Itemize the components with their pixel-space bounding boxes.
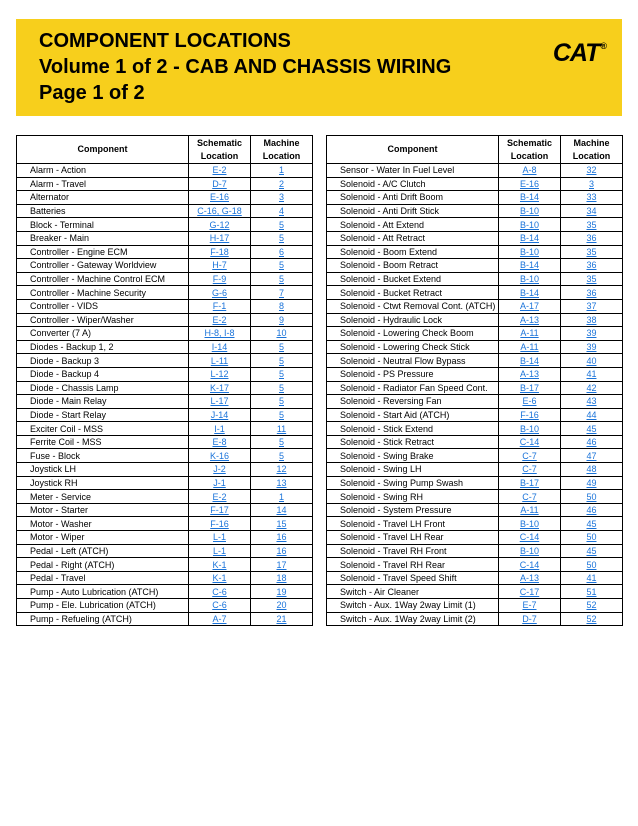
table-row bbox=[17, 599, 313, 613]
component-cell: Motor - Wiper bbox=[17, 531, 189, 545]
header-row bbox=[17, 136, 313, 164]
schematic-location-link[interactable]: H-17 bbox=[189, 231, 251, 245]
schematic-location-link[interactable]: J-14 bbox=[189, 408, 251, 422]
schematic-location-link[interactable]: H-8, I-8 bbox=[189, 327, 251, 341]
schematic-location-link[interactable]: F-1 bbox=[189, 299, 251, 313]
schematic-location-link[interactable]: C-14 bbox=[499, 558, 561, 572]
component-cell: Solenoid - Start Aid (ATCH) bbox=[327, 408, 499, 422]
table-row bbox=[327, 585, 623, 599]
component-cell: Switch - Air Cleaner bbox=[327, 585, 499, 599]
schematic-location-link[interactable]: F-17 bbox=[189, 503, 251, 517]
schematic-location-link[interactable]: G-6 bbox=[189, 286, 251, 300]
machine-location-link[interactable]: 39 bbox=[561, 327, 623, 341]
table-row bbox=[17, 503, 313, 517]
schematic-location-link[interactable]: K-1 bbox=[189, 571, 251, 585]
machine-location-link[interactable]: 7 bbox=[251, 286, 313, 300]
schematic-location-link[interactable]: C-17 bbox=[499, 585, 561, 599]
component-cell: Solenoid - Hydraulic Lock bbox=[327, 313, 499, 327]
title-line-1: COMPONENT LOCATIONS bbox=[39, 30, 291, 52]
schematic-location-link[interactable]: G-12 bbox=[189, 218, 251, 232]
component-cell: Solenoid - System Pressure bbox=[327, 503, 499, 517]
col-header-schematic: Schematic Location bbox=[499, 136, 561, 164]
machine-location-link[interactable]: 5 bbox=[251, 381, 313, 395]
schematic-location-link[interactable]: C-6 bbox=[189, 585, 251, 599]
machine-location-link[interactable]: 48 bbox=[561, 463, 623, 477]
table-row bbox=[327, 367, 623, 381]
schematic-location-link[interactable]: E-7 bbox=[499, 599, 561, 613]
schematic-location-link[interactable]: A-17 bbox=[499, 299, 561, 313]
machine-location-link[interactable]: 43 bbox=[561, 395, 623, 409]
schematic-location-link[interactable]: D-7 bbox=[499, 612, 561, 626]
table-row bbox=[17, 191, 313, 205]
table-row bbox=[327, 449, 623, 463]
component-cell: Solenoid - Stick Retract bbox=[327, 435, 499, 449]
table-row bbox=[327, 204, 623, 218]
machine-location-link[interactable]: 42 bbox=[561, 381, 623, 395]
schematic-location-link[interactable]: B-17 bbox=[499, 381, 561, 395]
machine-location-link[interactable]: 14 bbox=[251, 503, 313, 517]
machine-location-link[interactable]: 1 bbox=[251, 490, 313, 504]
machine-location-link[interactable]: 1 bbox=[251, 164, 313, 178]
machine-location-link[interactable]: 8 bbox=[251, 299, 313, 313]
table-row bbox=[327, 544, 623, 558]
machine-location-link[interactable]: 49 bbox=[561, 476, 623, 490]
machine-location-link[interactable]: 5 bbox=[251, 218, 313, 232]
machine-location-link[interactable]: 41 bbox=[561, 367, 623, 381]
schematic-location-link[interactable]: A-8 bbox=[499, 164, 561, 178]
title-line-3: Page 1 of 2 bbox=[39, 82, 145, 104]
table-row bbox=[17, 463, 313, 477]
left-table-body bbox=[17, 164, 313, 626]
table-row bbox=[327, 571, 623, 585]
machine-location-link[interactable]: 44 bbox=[561, 408, 623, 422]
schematic-location-link[interactable]: B-10 bbox=[499, 245, 561, 259]
schematic-location-link[interactable]: L-12 bbox=[189, 367, 251, 381]
component-cell: Solenoid - Anti Drift Boom bbox=[327, 191, 499, 205]
col-header-schematic: Schematic Location bbox=[189, 136, 251, 164]
component-cell: Solenoid - Swing LH bbox=[327, 463, 499, 477]
component-cell: Breaker - Main bbox=[17, 231, 189, 245]
table-row bbox=[17, 435, 313, 449]
machine-location-link[interactable]: 46 bbox=[561, 503, 623, 517]
schematic-location-link[interactable]: B-10 bbox=[499, 544, 561, 558]
table-row bbox=[327, 164, 623, 178]
col-header-component: Component bbox=[17, 136, 189, 164]
machine-location-link[interactable]: 34 bbox=[561, 204, 623, 218]
table-row bbox=[17, 327, 313, 341]
table-row bbox=[327, 422, 623, 436]
machine-location-link[interactable]: 5 bbox=[251, 354, 313, 368]
component-cell: Pedal - Travel bbox=[17, 571, 189, 585]
schematic-location-link[interactable]: J-1 bbox=[189, 476, 251, 490]
table-row bbox=[327, 218, 623, 232]
table-row bbox=[17, 490, 313, 504]
machine-location-link[interactable]: 5 bbox=[251, 435, 313, 449]
component-cell: Solenoid - Boom Retract bbox=[327, 259, 499, 273]
component-cell: Solenoid - Travel RH Rear bbox=[327, 558, 499, 572]
component-cell: Switch - Aux. 1Way 2way Limit (2) bbox=[327, 612, 499, 626]
schematic-location-link[interactable]: K-16 bbox=[189, 449, 251, 463]
machine-location-link[interactable]: 52 bbox=[561, 599, 623, 613]
machine-location-link[interactable]: 3 bbox=[251, 191, 313, 205]
table-row bbox=[17, 449, 313, 463]
machine-location-link[interactable]: 36 bbox=[561, 259, 623, 273]
table-row bbox=[327, 381, 623, 395]
component-cell: Solenoid - Stick Extend bbox=[327, 422, 499, 436]
machine-location-link[interactable]: 35 bbox=[561, 218, 623, 232]
component-cell: Solenoid - Att Retract bbox=[327, 231, 499, 245]
table-row bbox=[327, 612, 623, 626]
schematic-location-link[interactable]: C-16, G-18 bbox=[189, 204, 251, 218]
component-cell: Diode - Chassis Lamp bbox=[17, 381, 189, 395]
table-row bbox=[327, 503, 623, 517]
component-cell: Diode - Backup 3 bbox=[17, 354, 189, 368]
table-row bbox=[327, 340, 623, 354]
machine-location-link[interactable]: 45 bbox=[561, 544, 623, 558]
machine-location-link[interactable]: 32 bbox=[561, 164, 623, 178]
schematic-location-link[interactable]: E-8 bbox=[189, 435, 251, 449]
machine-location-link[interactable]: 20 bbox=[251, 599, 313, 613]
component-cell: Joystick LH bbox=[17, 463, 189, 477]
table-row bbox=[327, 490, 623, 504]
component-cell: Alarm - Travel bbox=[17, 177, 189, 191]
cat-logo bbox=[553, 39, 606, 68]
table-row bbox=[327, 517, 623, 531]
component-cell: Solenoid - Ctwt Removal Cont. (ATCH) bbox=[327, 299, 499, 313]
machine-location-link[interactable]: 37 bbox=[561, 299, 623, 313]
schematic-location-link[interactable]: B-17 bbox=[499, 476, 561, 490]
title-line-2: Volume 1 of 2 - CAB AND CHASSIS WIRING bbox=[39, 56, 452, 78]
table-row bbox=[327, 245, 623, 259]
machine-location-link[interactable]: 47 bbox=[561, 449, 623, 463]
machine-location-link[interactable]: 45 bbox=[561, 517, 623, 531]
schematic-location-link[interactable]: E-2 bbox=[189, 490, 251, 504]
component-cell: Solenoid - Travel LH Front bbox=[327, 517, 499, 531]
component-cell: Joystick RH bbox=[17, 476, 189, 490]
table-row bbox=[17, 544, 313, 558]
schematic-location-link[interactable]: A-11 bbox=[499, 503, 561, 517]
component-cell: Switch - Aux. 1Way 2way Limit (1) bbox=[327, 599, 499, 613]
schematic-location-link[interactable]: C-14 bbox=[499, 435, 561, 449]
machine-location-link[interactable]: 5 bbox=[251, 272, 313, 286]
component-cell: Solenoid - Att Extend bbox=[327, 218, 499, 232]
table-row bbox=[17, 177, 313, 191]
component-cell: Pump - Auto Lubrication (ATCH) bbox=[17, 585, 189, 599]
table-row bbox=[17, 218, 313, 232]
table-row bbox=[17, 612, 313, 626]
table-row bbox=[17, 340, 313, 354]
table-row bbox=[17, 259, 313, 273]
machine-location-link[interactable]: 6 bbox=[251, 245, 313, 259]
schematic-location-link[interactable]: F-18 bbox=[189, 245, 251, 259]
machine-location-link[interactable]: 35 bbox=[561, 245, 623, 259]
component-cell: Meter - Service bbox=[17, 490, 189, 504]
component-cell: Solenoid - Anti Drift Stick bbox=[327, 204, 499, 218]
component-cell: Controller - Machine Security bbox=[17, 286, 189, 300]
component-cell: Pedal - Left (ATCH) bbox=[17, 544, 189, 558]
right-table-body bbox=[327, 164, 623, 626]
col-header-machine: Machine Location bbox=[561, 136, 623, 164]
machine-location-link[interactable]: 35 bbox=[561, 272, 623, 286]
component-cell: Solenoid - Boom Extend bbox=[327, 245, 499, 259]
table-row bbox=[17, 408, 313, 422]
machine-location-link[interactable]: 52 bbox=[561, 612, 623, 626]
schematic-location-link[interactable]: A-13 bbox=[499, 367, 561, 381]
component-cell: Solenoid - Neutral Flow Bypass bbox=[327, 354, 499, 368]
machine-location-link[interactable]: 18 bbox=[251, 571, 313, 585]
machine-location-link[interactable]: 9 bbox=[251, 313, 313, 327]
machine-location-link[interactable]: 40 bbox=[561, 354, 623, 368]
table-row bbox=[327, 408, 623, 422]
table-row bbox=[17, 272, 313, 286]
schematic-location-link[interactable]: E-16 bbox=[189, 191, 251, 205]
table-row bbox=[17, 354, 313, 368]
schematic-location-link[interactable]: C-6 bbox=[189, 599, 251, 613]
table-row bbox=[17, 558, 313, 572]
machine-location-link[interactable]: 50 bbox=[561, 558, 623, 572]
component-location-tables bbox=[16, 135, 622, 624]
table-row bbox=[327, 476, 623, 490]
table-row bbox=[327, 395, 623, 409]
component-cell: Controller - Gateway Worldview bbox=[17, 259, 189, 273]
table-row bbox=[327, 531, 623, 545]
machine-location-link[interactable]: 16 bbox=[251, 531, 313, 545]
table-row bbox=[17, 299, 313, 313]
component-cell: Solenoid - Swing Brake bbox=[327, 449, 499, 463]
schematic-location-link[interactable]: E-16 bbox=[499, 177, 561, 191]
table-row bbox=[327, 599, 623, 613]
schematic-location-link[interactable]: B-10 bbox=[499, 218, 561, 232]
component-cell: Solenoid - Travel Speed Shift bbox=[327, 571, 499, 585]
component-cell: Solenoid - Bucket Extend bbox=[327, 272, 499, 286]
component-cell: Pump - Refueling (ATCH) bbox=[17, 612, 189, 626]
machine-location-link[interactable]: 11 bbox=[251, 422, 313, 436]
registered-mark: ® bbox=[600, 41, 606, 51]
component-cell: Solenoid - Swing Pump Swash bbox=[327, 476, 499, 490]
table-row bbox=[327, 299, 623, 313]
component-cell: Controller - Engine ECM bbox=[17, 245, 189, 259]
table-row bbox=[17, 476, 313, 490]
component-cell: Solenoid - Reversing Fan bbox=[327, 395, 499, 409]
schematic-location-link[interactable]: A-11 bbox=[499, 340, 561, 354]
schematic-location-link[interactable]: I-14 bbox=[189, 340, 251, 354]
component-cell: Batteries bbox=[17, 204, 189, 218]
schematic-location-link[interactable]: I-1 bbox=[189, 422, 251, 436]
schematic-location-link[interactable]: H-7 bbox=[189, 259, 251, 273]
machine-location-link[interactable]: 17 bbox=[251, 558, 313, 572]
machine-location-link[interactable]: 5 bbox=[251, 408, 313, 422]
component-cell: Block - Terminal bbox=[17, 218, 189, 232]
component-cell: Solenoid - Travel LH Rear bbox=[327, 531, 499, 545]
schematic-location-link[interactable]: F-16 bbox=[189, 517, 251, 531]
table-row bbox=[17, 585, 313, 599]
component-cell: Controller - Wiper/Washer bbox=[17, 313, 189, 327]
component-cell: Solenoid - A/C Clutch bbox=[327, 177, 499, 191]
machine-location-link[interactable]: 5 bbox=[251, 367, 313, 381]
component-cell: Solenoid - Bucket Retract bbox=[327, 286, 499, 300]
schematic-location-link[interactable]: B-10 bbox=[499, 204, 561, 218]
left-table bbox=[16, 135, 313, 626]
machine-location-link[interactable]: 45 bbox=[561, 422, 623, 436]
header-row bbox=[327, 136, 623, 164]
machine-location-link[interactable]: 10 bbox=[251, 327, 313, 341]
table-row bbox=[327, 259, 623, 273]
component-cell: Pedal - Right (ATCH) bbox=[17, 558, 189, 572]
logo-text: CAT bbox=[552, 39, 600, 67]
schematic-location-link[interactable]: B-14 bbox=[499, 354, 561, 368]
schematic-location-link[interactable]: C-7 bbox=[499, 463, 561, 477]
component-cell: Solenoid - Radiator Fan Speed Cont. bbox=[327, 381, 499, 395]
schematic-location-link[interactable]: L-17 bbox=[189, 395, 251, 409]
component-cell: Solenoid - PS Pressure bbox=[327, 367, 499, 381]
machine-location-link[interactable]: 50 bbox=[561, 490, 623, 504]
component-cell: Diode - Start Relay bbox=[17, 408, 189, 422]
schematic-location-link[interactable]: B-14 bbox=[499, 259, 561, 273]
schematic-location-link[interactable]: B-14 bbox=[499, 231, 561, 245]
machine-location-link[interactable]: 19 bbox=[251, 585, 313, 599]
machine-location-link[interactable]: 13 bbox=[251, 476, 313, 490]
table-row bbox=[327, 191, 623, 205]
schematic-location-link[interactable]: F-9 bbox=[189, 272, 251, 286]
machine-location-link[interactable]: 39 bbox=[561, 340, 623, 354]
table-row bbox=[17, 395, 313, 409]
machine-location-link[interactable]: 36 bbox=[561, 286, 623, 300]
machine-location-link[interactable]: 5 bbox=[251, 231, 313, 245]
schematic-location-link[interactable]: J-2 bbox=[189, 463, 251, 477]
machine-location-link[interactable]: 15 bbox=[251, 517, 313, 531]
machine-location-link[interactable]: 46 bbox=[561, 435, 623, 449]
machine-location-link[interactable]: 12 bbox=[251, 463, 313, 477]
table-row bbox=[17, 164, 313, 178]
table-row bbox=[327, 313, 623, 327]
machine-location-link[interactable]: 36 bbox=[561, 231, 623, 245]
schematic-location-link[interactable]: D-7 bbox=[189, 177, 251, 191]
machine-location-link[interactable]: 5 bbox=[251, 449, 313, 463]
component-cell: Controller - Machine Control ECM bbox=[17, 272, 189, 286]
right-table bbox=[326, 135, 623, 626]
component-cell: Alternator bbox=[17, 191, 189, 205]
component-cell: Solenoid - Lowering Check Stick bbox=[327, 340, 499, 354]
component-cell: Motor - Washer bbox=[17, 517, 189, 531]
machine-location-link[interactable]: 5 bbox=[251, 340, 313, 354]
component-cell: Pump - Ele. Lubrication (ATCH) bbox=[17, 599, 189, 613]
machine-location-link[interactable]: 21 bbox=[251, 612, 313, 626]
schematic-location-link[interactable]: C-7 bbox=[499, 490, 561, 504]
schematic-location-link[interactable]: B-10 bbox=[499, 272, 561, 286]
schematic-location-link[interactable]: E-2 bbox=[189, 164, 251, 178]
table-row bbox=[17, 204, 313, 218]
table-row bbox=[17, 367, 313, 381]
component-cell: Alarm - Action bbox=[17, 164, 189, 178]
component-cell: Solenoid - Lowering Check Boom bbox=[327, 327, 499, 341]
schematic-location-link[interactable]: E-2 bbox=[189, 313, 251, 327]
schematic-location-link[interactable]: L-11 bbox=[189, 354, 251, 368]
table-row bbox=[327, 286, 623, 300]
schematic-location-link[interactable]: B-14 bbox=[499, 191, 561, 205]
table-row bbox=[17, 231, 313, 245]
component-cell: Solenoid - Swing RH bbox=[327, 490, 499, 504]
schematic-location-link[interactable]: F-16 bbox=[499, 408, 561, 422]
machine-location-link[interactable]: 33 bbox=[561, 191, 623, 205]
component-cell: Diodes - Backup 1, 2 bbox=[17, 340, 189, 354]
machine-location-link[interactable]: 16 bbox=[251, 544, 313, 558]
table-row bbox=[327, 231, 623, 245]
machine-location-link[interactable]: 41 bbox=[561, 571, 623, 585]
component-cell: Fuse - Block bbox=[17, 449, 189, 463]
component-cell: Sensor - Water In Fuel Level bbox=[327, 164, 499, 178]
table-row bbox=[17, 313, 313, 327]
component-cell: Solenoid - Travel RH Front bbox=[327, 544, 499, 558]
page-title bbox=[39, 28, 451, 106]
table-row bbox=[17, 517, 313, 531]
component-cell: Converter (7 A) bbox=[17, 327, 189, 341]
table-row bbox=[327, 272, 623, 286]
table-row bbox=[17, 381, 313, 395]
machine-location-link[interactable]: 5 bbox=[251, 259, 313, 273]
component-cell: Controller - VIDS bbox=[17, 299, 189, 313]
component-cell: Exciter Coil - MSS bbox=[17, 422, 189, 436]
schematic-location-link[interactable]: B-14 bbox=[499, 286, 561, 300]
table-row bbox=[17, 571, 313, 585]
header-banner bbox=[16, 19, 622, 116]
table-row bbox=[17, 245, 313, 259]
schematic-location-link[interactable]: A-13 bbox=[499, 313, 561, 327]
table-row bbox=[17, 422, 313, 436]
table-row bbox=[327, 435, 623, 449]
schematic-location-link[interactable]: K-1 bbox=[189, 558, 251, 572]
table-row bbox=[327, 354, 623, 368]
schematic-location-link[interactable]: L-1 bbox=[189, 544, 251, 558]
schematic-location-link[interactable]: A-13 bbox=[499, 571, 561, 585]
machine-location-link[interactable]: 38 bbox=[561, 313, 623, 327]
schematic-location-link[interactable]: C-14 bbox=[499, 531, 561, 545]
col-header-machine: Machine Location bbox=[251, 136, 313, 164]
machine-location-link[interactable]: 4 bbox=[251, 204, 313, 218]
component-cell: Ferrite Coil - MSS bbox=[17, 435, 189, 449]
table-row bbox=[327, 327, 623, 341]
schematic-location-link[interactable]: K-17 bbox=[189, 381, 251, 395]
table-row bbox=[327, 558, 623, 572]
table-row bbox=[17, 286, 313, 300]
schematic-location-link[interactable]: A-11 bbox=[499, 327, 561, 341]
component-cell: Diode - Backup 4 bbox=[17, 367, 189, 381]
col-header-component: Component bbox=[327, 136, 499, 164]
table-row bbox=[327, 177, 623, 191]
schematic-location-link[interactable]: A-7 bbox=[189, 612, 251, 626]
schematic-location-link[interactable]: B-10 bbox=[499, 517, 561, 531]
component-cell: Motor - Starter bbox=[17, 503, 189, 517]
component-cell: Diode - Main Relay bbox=[17, 395, 189, 409]
machine-location-link[interactable]: 5 bbox=[251, 395, 313, 409]
schematic-location-link[interactable]: E-6 bbox=[499, 395, 561, 409]
schematic-location-link[interactable]: C-7 bbox=[499, 449, 561, 463]
machine-location-link[interactable]: 2 bbox=[251, 177, 313, 191]
machine-location-link[interactable]: 3 bbox=[561, 177, 623, 191]
machine-location-link[interactable]: 51 bbox=[561, 585, 623, 599]
machine-location-link[interactable]: 50 bbox=[561, 531, 623, 545]
schematic-location-link[interactable]: L-1 bbox=[189, 531, 251, 545]
schematic-location-link[interactable]: B-10 bbox=[499, 422, 561, 436]
table-row bbox=[17, 531, 313, 545]
table-row bbox=[327, 463, 623, 477]
